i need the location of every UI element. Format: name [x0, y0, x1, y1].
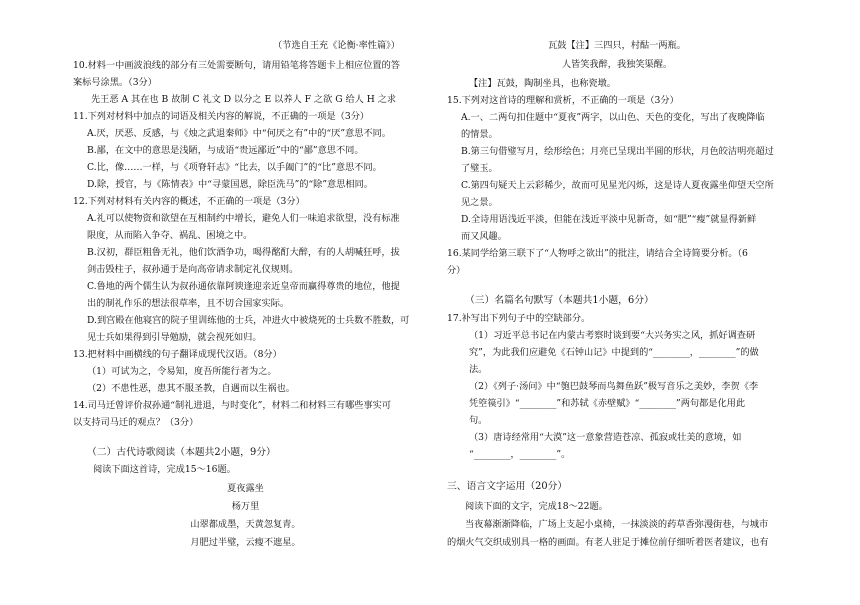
source-citation: （节选自王充《论衡·率性篇》） [273, 40, 400, 51]
q15-option-c-line1: C.第四句疑天上云彩稀少，故而可见星光闪烁，这是诗人夏夜露坐仰望天空所 [461, 180, 774, 191]
section2-title: （二）古代诗歌阅读（本题共2小题，9分） [87, 447, 276, 458]
q12-option-a-line2: 限度，从而陷入争夺、祸乱、困境之中。 [87, 230, 253, 241]
part3-title: 三、语言文字运用（20分） [447, 481, 568, 492]
part3-instruction: 阅读下面的文字，完成18～22题。 [465, 501, 608, 512]
q12-option-b-line2: 剑击毁柱子，叔孙通于是向高帝请求制定礼仪规则。 [87, 264, 299, 275]
q10-stem-line2: 案标号涂黑。（3分） [73, 77, 157, 88]
q16-stem-line1: 16.某同学给第三联下了“人物呼之欲出”的批注，请结合全诗简要分析。（6 [447, 248, 748, 259]
poem-author: 杨万里 [231, 501, 260, 512]
q14-stem-line1: 14.司马迁曾评价叔孙通“制礼进退，与时变化”，材料二和材料三有哪些事实可 [73, 400, 392, 411]
q13-sentence1: （1）可试为之，令易知，度吾所能行者为之。 [87, 366, 277, 377]
q15-option-d-line1: D.全诗用语浅近平淡，但能在浅近平淡中见新奇，如“肥”“瘦”就显得新鲜 [461, 214, 757, 225]
section2-instruction: 阅读下面这首诗，完成15～16题。 [93, 464, 236, 475]
q11-option-a: A.厌，厌恶、反感，与《烛之武退秦师》中“何厌之有”中的“厌”意思不同。 [87, 128, 391, 139]
q15-option-a-line1: A.一、二两句扣住题中“夏夜”两字，以山色、天色的变化，写出了夜晚降临 [461, 112, 765, 123]
poem-note: 【注】瓦鼓，陶制坐具，也称瓷墩。 [469, 78, 616, 89]
q12-option-d-line2: 见士兵如果得到引导勉励，就会视死如归。 [87, 332, 262, 343]
q12-option-b-line1: B.汉初，群臣粗鲁无礼，他们饮酒争功，喝得酩酊大醉，有的人胡喊狂呼，拔 [87, 247, 400, 258]
q17-item2-line2: 凭箜篌引》“________”和苏轼《赤壁赋》“________”两句都是化用此 [469, 398, 746, 409]
poem-title: 夏夜露坐 [227, 483, 264, 494]
poem-line-1: 山翠都成墨，天黄忽复青。 [190, 519, 301, 530]
q11-stem: 11.下列对材料中加点的词语及相关内容的解说，不正确的一项是（3分） [73, 111, 370, 122]
q13-stem: 13.把材料中画横线的句子翻译成现代汉语。（8分） [73, 349, 282, 360]
q15-option-b-line2: 了璧玉。 [461, 163, 498, 174]
q15-option-d-line2: 而又风趣。 [461, 231, 507, 242]
q10-stem-line1: 10.材料一中画波浪线的部分有三处需要断句，请用铅笔将答题卡上相应位置的答 [73, 60, 400, 71]
q14-stem-line2: 以支持司马迁的观点？（3分） [73, 417, 199, 428]
q10-options: 先王恶 A 其在也 B 故制 C 礼文 D 以分之 E 以养人 F 之欲 G 给人 H 之求 [91, 94, 397, 105]
q12-stem: 12.下列对材料有关内容的概述，不正确的一项是（3分） [73, 196, 305, 207]
q17-item1-line1: （1）习近平总书记在内蒙古考察时谈到要“大兴务实之风，抓好调查研 [469, 330, 756, 341]
q17-stem: 17.补写出下列句子中的空缺部分。 [447, 313, 591, 324]
q13-sentence2: （2）不患性恶，患其不服圣教，自遇而以生祸也。 [87, 383, 295, 394]
q12-option-c-line2: 出的制礼作乐的想法很草率，且不切合国家实际。 [87, 298, 290, 309]
q15-option-b-line1: B.第三句借璧写月，绘形绘色；月亮已呈现出半圆的形状，月色皎洁明亮超过 [461, 146, 774, 157]
q17-item2-line1: （2）《列子·汤问》中“匏巴鼓琴而鸟舞鱼跃”极写音乐之美妙，李贺《李 [469, 381, 759, 392]
q12-option-c-line1: C.鲁地的两个儒生认为叔孙通依靠阿谀逢迎亲近皇帝而赢得尊贵的地位，他提 [87, 281, 400, 292]
q17-item3-line1: （3）唐诗经常用“大漠”这一意象营造苍凉、孤寂或壮美的意境，如 [469, 432, 742, 443]
poem-line-2: 月肥过半璧，云瘦不遮星。 [190, 537, 301, 548]
part3-paragraph-line2: 的烟火气交织成别具一格的画面。有老人驻足于摊位前仔细听着医者建议，也有 [447, 537, 769, 548]
poem-line-4: 人皆笑我醉，我独笑渠醒。 [561, 59, 673, 70]
q15-stem: 15.下列对这首诗的理解和赏析，不正确的一项是（3分） [447, 95, 679, 106]
q16-stem-line2: 分） [447, 265, 466, 276]
poem-line-3: 瓦鼓【注】三四只，村酤一两瓶。 [548, 40, 686, 51]
q15-option-a-line2: 的情景。 [461, 129, 498, 140]
q11-option-c: C.比，像……一样，与《项脊轩志》“比去，以手阖门”的“比”意思不同。 [87, 162, 382, 173]
part3-paragraph-line1: 当夜幕渐渐降临，广场上支起小桌椅，一抹淡淡的药草香弥漫街巷，与城市 [465, 519, 769, 530]
q12-option-d-line1: D.到宫殿在他寝宫的院子里训练他的士兵，冲进火中被烧死的士兵数不胜数，可 [87, 315, 410, 326]
q17-item1-line2: 究”，为此我们应避免《石钟山记》中提到的“________，________”的做 [469, 347, 759, 358]
q17-item1-line3: 法。 [469, 364, 488, 375]
q11-option-d: D.除，授官，与《陈情表》中“寻蒙国恩，除臣洗马”的“除”意思相同。 [87, 179, 373, 190]
q11-option-b: B.鄙，在文中的意思是浅陋，与成语“贵远鄙近”中的“鄙”意思不同。 [87, 145, 364, 156]
q17-item2-line3: 句。 [469, 415, 488, 426]
q17-item3-line2: “________，________”。 [469, 449, 571, 460]
q12-option-a-line1: A.礼可以使物资和欲望在互相制约中增长，避免人们一味追求欲望，没有标准 [87, 213, 400, 224]
q15-option-c-line2: 见之景。 [461, 197, 498, 208]
section3-title: （三）名篇名句默写（本题共1小题，6分） [465, 295, 654, 306]
